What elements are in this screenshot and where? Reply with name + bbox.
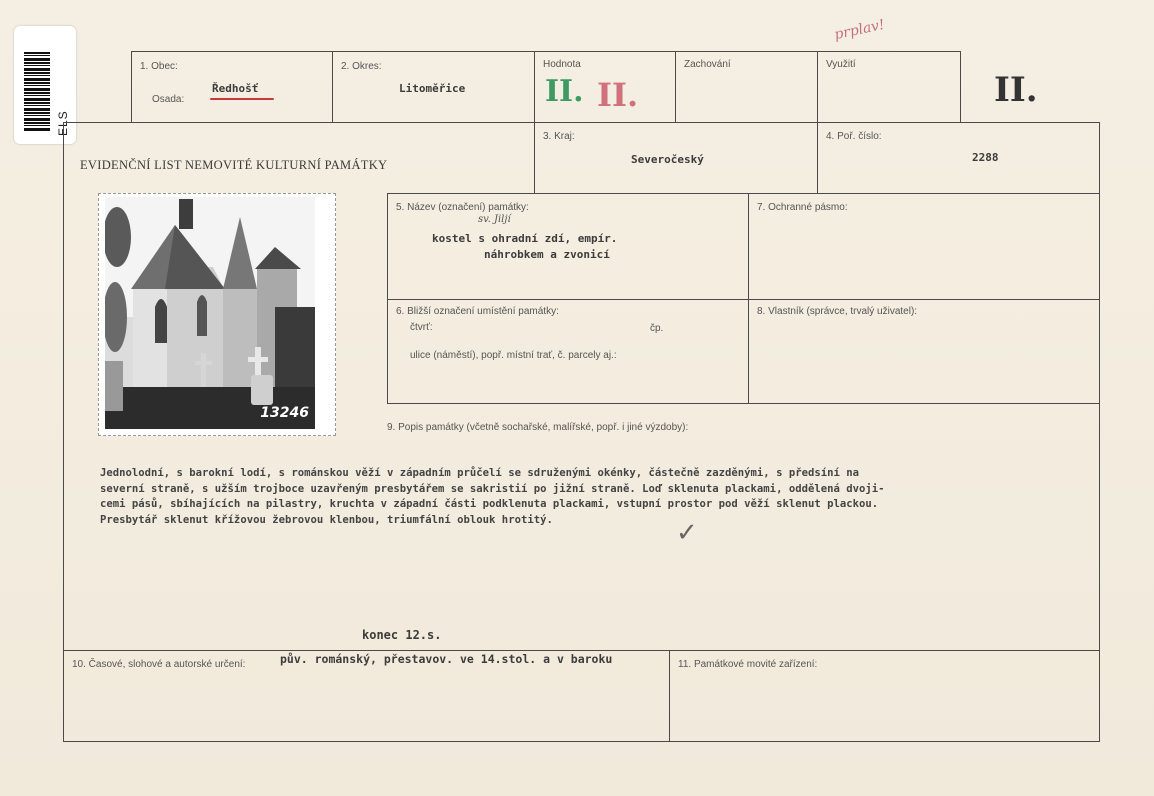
vyuziti-label: Využití [826,59,856,70]
okres-cell [332,51,535,123]
nazev-line-2: náhrobkem a zvonicí [484,248,610,261]
red-underline [210,98,274,100]
obec-cell [131,51,333,123]
barcode-icon [24,52,50,132]
osada-label: Osada: [152,94,185,105]
ctvrt-label: čtvrť: [410,322,433,333]
form-title: EVIDENČNÍ LIST NEMOVITÉ KULTURNÍ PAMÁTKY [80,158,388,172]
okres-label: 2. Okres: [341,61,382,72]
hodnota-label: Hodnota [543,59,581,70]
popis-text [100,466,1100,528]
zachovani-cell [675,51,818,123]
zachovani-label: Zachování [684,59,731,70]
category-mark: II. [994,70,1038,110]
vlastnik-label: 8. Vlastník (správce, trvalý uživatel): [757,306,918,317]
dating-cell [63,650,670,742]
check-mark-icon: ✓ [676,518,698,548]
popis-line: Jednolodní, s barokní lodí, s románskou věží v západním průčelí se sdruženými okénky, částečně zazděnými, s předsíní na [100,467,859,479]
por-cislo-label: 4. Poř. číslo: [826,131,882,142]
barcode-code: ELS [56,110,70,136]
hodnota-green: II. [545,74,584,109]
popis-line: cemi pásů, sbíhajících na pilastry, kruchta v západní části podklenuta plackami, vstupní prostor pod věží sklenut plackou. [100,498,879,510]
cp-label: čp. [650,323,664,334]
nazev-insert: sv. Jiljí [478,214,511,225]
vyuziti-note: prplav! [832,16,887,44]
dating-label: 10. Časové, slohové a autorské určení: [72,659,246,670]
ochranne-pasmo-label: 7. Ochranné pásmo: [757,202,848,213]
umisteni-label: 6. Bližší označení umístění památky: [396,306,559,317]
umisteni-cell [387,299,749,404]
dating-value: pův. románský, přestavov. ve 14.stol. a v baroku [280,652,613,666]
movable-label: 11. Památkové movité zařízení: [678,659,818,670]
vlastnik-cell [748,299,1100,404]
ochranne-pasmo-cell [748,193,1100,300]
movable-cell [669,650,1100,742]
kraj-label: 3. Kraj: [543,131,575,142]
obec-value: Ředhošť [212,82,259,95]
por-cislo-value: 2288 [972,151,999,164]
nazev-line-1: kostel s ohradní zdí, empír. [432,232,618,245]
hodnota-cell [534,51,676,123]
popis-line: severní straně, s užším trojboce uzavřeným presbytářem se sakristií po jižní straně. Loď sklenuta plackami, oddělená dvoji- [100,482,885,495]
church-photo-icon [105,197,315,429]
nazev-cell [387,193,749,300]
photo-number: 13246 [260,405,309,421]
ulice-label: ulice (náměstí), popř. místní trať, č. parcely aj.: [410,350,617,361]
church-photo [98,193,336,436]
popis-label: 9. Popis památky (včetně sochařské, malířské, popř. i jiné výzdoby): [387,422,689,433]
vyuziti-cell [817,16,961,123]
popis-line: Presbytář sklenut křížovou žebrovou klenbou, triumfální oblouk hrotitý. [100,513,553,526]
nazev-label: 5. Název (označení) památky: [396,202,529,213]
kraj-value: Severočeský [631,153,704,166]
por-cislo-cell [817,122,1100,194]
obec-label: 1. Obec: [140,61,178,72]
dating-above: konec 12.s. [362,628,442,642]
kraj-cell [534,122,818,194]
okres-value: Litoměřice [399,82,466,95]
hodnota-red: II. [597,76,639,114]
